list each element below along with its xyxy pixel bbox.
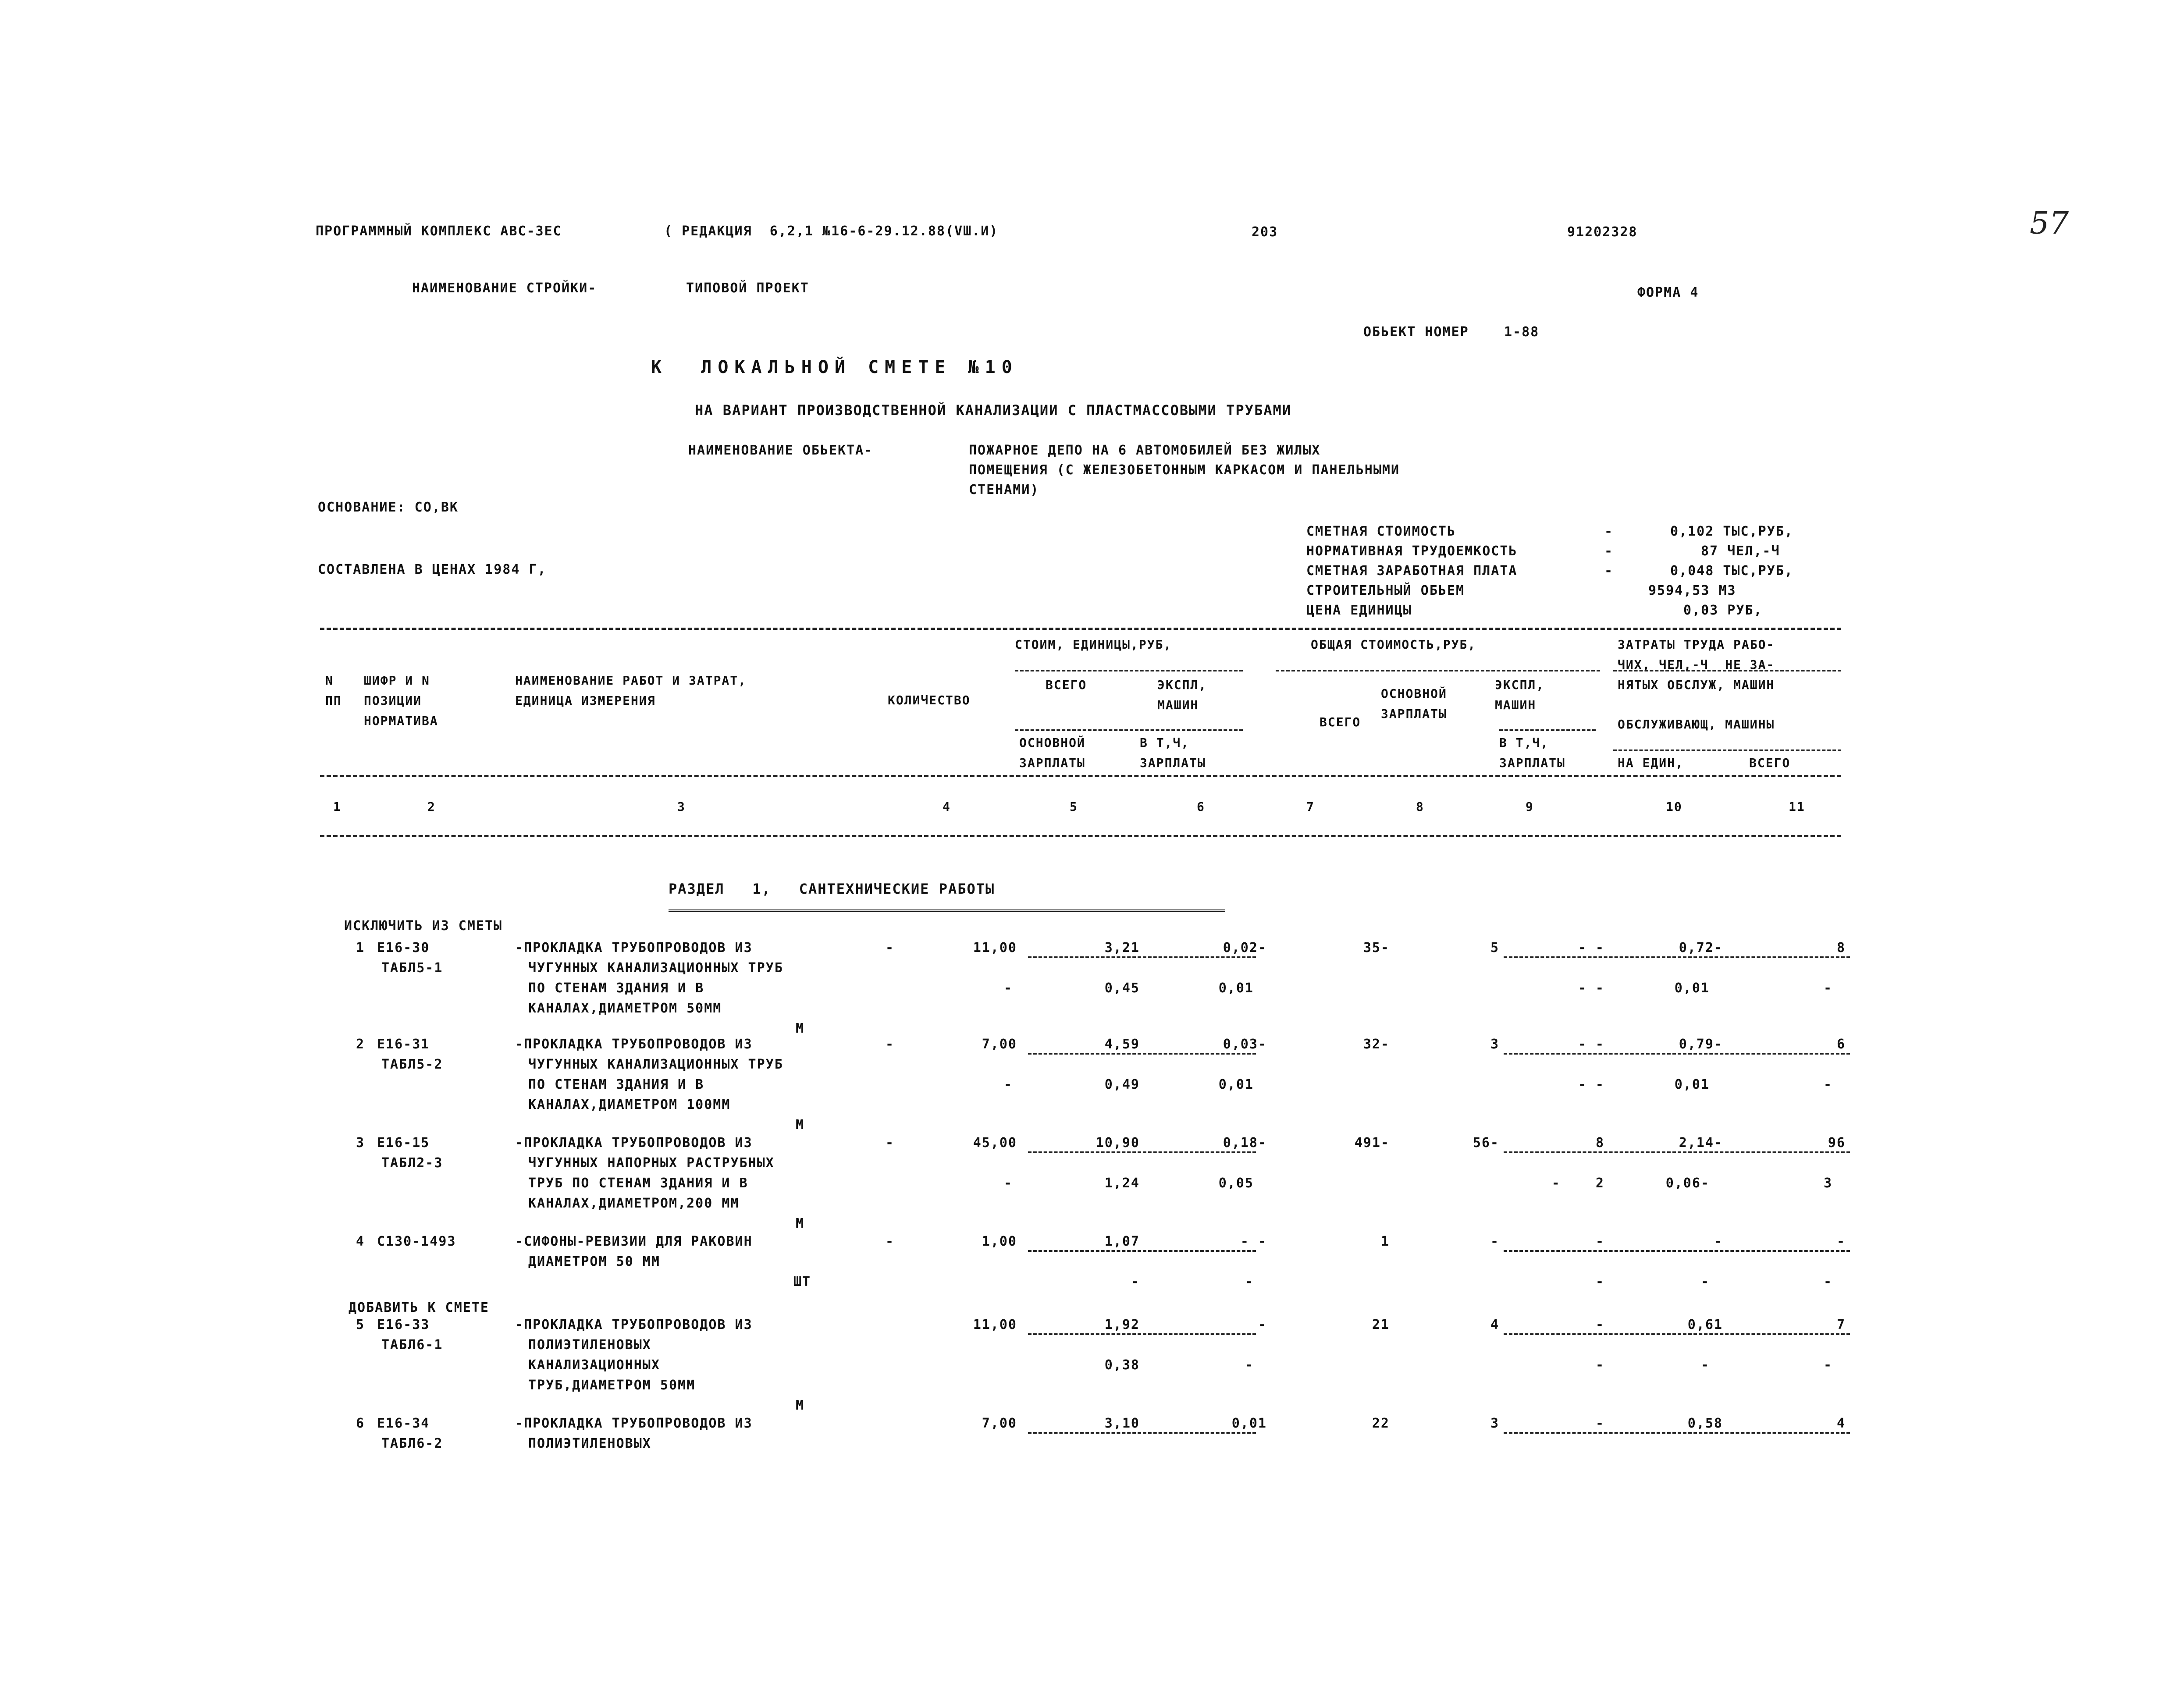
program-edition: ( РЕДАКЦИЯ 6,2,1 №16-6-29.12.88(VШ.И) — [664, 224, 999, 239]
object-line-2: ПОМЕЩЕНИЯ (С ЖЕЛЕЗОБЕТОННЫМ КАРКАСОМ И ПАНЕЛЬНЫМИ — [969, 462, 1400, 478]
row-quantity: 1,00 — [982, 1234, 1017, 1249]
row-unit-machine: 0,03- — [1223, 1037, 1267, 1052]
basis: ОСНОВАНИЕ: СО,ВК — [318, 500, 459, 515]
row-unit-total: 10,90 — [1096, 1135, 1140, 1151]
row-unit-machine: 0,01 — [1231, 1416, 1267, 1431]
row-unit-machine: - — [1258, 1317, 1267, 1332]
exclude-label: ИСКЛЮЧИТЬ ИЗ СМЕТЫ — [344, 918, 503, 934]
row-labor-total: 96 — [1828, 1135, 1846, 1151]
row-labor-unit-2: - — [1700, 1357, 1710, 1373]
col-6b-header: В Т,Ч, ЗАРПЛАТЫ — [1140, 735, 1206, 770]
row-labor-unit-2: 0,01 — [1674, 980, 1710, 996]
row-labor-total-2: 3 — [1823, 1176, 1832, 1191]
row-code: Е16-30 — [377, 940, 430, 956]
row-name-line: ЧУГУННЫХ КАНАЛИЗАЦИОННЫХ ТРУБ — [528, 960, 783, 976]
row-labor-total-2: - — [1823, 1357, 1832, 1373]
row-sum-wage: 56- — [1473, 1135, 1499, 1151]
object-number: ОБЬЕКТ НОМЕР 1-88 — [1363, 324, 1540, 340]
row-sum-machine-wage: - 2 — [1551, 1176, 1604, 1191]
row-dash: - — [1004, 980, 1013, 996]
row-code: Е16-34 — [377, 1416, 430, 1431]
program-name: ПРОГРАММНЫЙ КОМПЛЕКС АВС-3ЕС — [316, 224, 562, 239]
row-quantity: 7,00 — [982, 1037, 1017, 1052]
col-8-header: ОСНОВНОЙ ЗАРПЛАТЫ — [1381, 686, 1447, 721]
document-title: К ЛОКАЛЬНОЙ СМЕТЕ №10 — [651, 357, 1018, 377]
row-name-line: КАНАЛАХ,ДИАМЕТРОМ 50ММ — [528, 1001, 722, 1016]
col-3-header: НАИМЕНОВАНИЕ РАБОТ И ЗАТРАТ, ЕДИНИЦА ИЗМЕРЕНИЯ — [515, 673, 747, 708]
col-5b-header: ОСНОВНОЙ ЗАРПЛАТЫ — [1019, 735, 1085, 770]
row-unit-total: 1,92 — [1104, 1317, 1140, 1332]
row-unit: ШТ — [793, 1274, 811, 1289]
row-sum-machine: - - — [1578, 940, 1604, 956]
row-sum-machine-wage: - - — [1578, 980, 1604, 996]
row-sum-machine: - — [1595, 1416, 1604, 1431]
row-sum-machine: - — [1595, 1234, 1604, 1249]
row-dash: - — [886, 1037, 895, 1052]
handwritten-page-number: 57 — [2030, 205, 2069, 241]
col-11-header: ВСЕГО — [1749, 756, 1791, 770]
summary-value: 0,102 ТЫС,РУБ, — [1670, 524, 1793, 539]
col-7-header: ВСЕГО — [1320, 715, 1361, 729]
row-name-line: ПО СТЕНАМ ЗДАНИЯ И В — [528, 980, 704, 996]
row-table: ТАБЛ5-2 — [381, 1057, 443, 1072]
row-quantity: 11,00 — [973, 1317, 1017, 1332]
summary-value: 87 ЧЕЛ,-Ч — [1701, 543, 1780, 559]
row-number: 2 — [356, 1037, 365, 1052]
page-number: 203 — [1252, 224, 1278, 240]
row-table: ТАБЛ6-2 — [381, 1436, 443, 1451]
row-name-line: КАНАЛИЗАЦИОННЫХ — [528, 1357, 660, 1373]
row-number: 4 — [356, 1234, 365, 1249]
row-labor-unit: 0,58 — [1687, 1416, 1723, 1431]
cell-underline — [1504, 1053, 1850, 1055]
summary-value: 0,048 ТЫС,РУБ, — [1670, 563, 1793, 579]
row-labor-unit-2: 0,01 — [1674, 1077, 1710, 1092]
row-labor-total-2: - — [1823, 980, 1832, 996]
row-table: ТАБЛ6-1 — [381, 1337, 443, 1353]
row-dash: - — [886, 940, 895, 956]
row-labor-unit-2: 0,06- — [1665, 1176, 1710, 1191]
cell-underline — [1504, 1333, 1850, 1335]
col-9b-header: В Т,Ч, ЗАРПЛАТЫ — [1499, 735, 1565, 770]
cell-underline — [1504, 956, 1850, 958]
col-2-header: ШИФР И N ПОЗИЦИИ НОРМАТИВА — [364, 673, 438, 728]
row-labor-total-2: - — [1823, 1274, 1832, 1289]
col-number: 1 — [333, 799, 341, 814]
row-labor-unit: 0,61 — [1687, 1317, 1723, 1332]
row-name-line: -ПРОКЛАДКА ТРУБОПРОВОДОВ ИЗ — [515, 1135, 753, 1151]
row-name-line: -СИФОНЫ-РЕВИЗИИ ДЛЯ РАКОВИН — [515, 1234, 753, 1249]
row-name-line: КАНАЛАХ,ДИАМЕТРОМ 100ММ — [528, 1097, 731, 1112]
summary-label: СМЕТНАЯ СТОИМОСТЬ — [1306, 524, 1456, 539]
row-quantity: 11,00 — [973, 940, 1017, 956]
row-number: 6 — [356, 1416, 365, 1431]
col-number: 3 — [677, 799, 686, 814]
col-number: 10 — [1666, 799, 1682, 814]
row-unit-wage: 0,38 — [1104, 1357, 1140, 1373]
col-number: 4 — [943, 799, 951, 814]
construction-label: НАИМЕНОВАНИЕ СТРОЙКИ- — [412, 281, 597, 296]
row-name-line: ЧУГУННЫХ КАНАЛИЗАЦИОННЫХ ТРУБ — [528, 1057, 783, 1072]
row-labor-unit-2: - — [1700, 1274, 1710, 1289]
col-79-group-header: ОБЩАЯ СТОИМОСТЬ,РУБ, — [1311, 637, 1476, 652]
summary-dash: - — [1604, 524, 1614, 539]
summary-label: СТРОИТЕЛЬНЫЙ ОБЬЕМ — [1306, 583, 1465, 598]
cell-underline — [1504, 1432, 1850, 1434]
row-sum-wage: - — [1490, 1234, 1499, 1249]
row-code: Е16-15 — [377, 1135, 430, 1151]
prices-year: СОСТАВЛЕНА В ЦЕНАХ 1984 Г, — [318, 562, 547, 577]
row-sum-machine-wage: - — [1595, 1274, 1604, 1289]
col-6-header: ЭКСПЛ, МАШИН — [1157, 678, 1207, 712]
row-sum-wage: 4 — [1490, 1317, 1499, 1332]
col-number: 5 — [1070, 799, 1078, 814]
row-sum-machine: 8 — [1595, 1135, 1604, 1151]
row-labor-total: 6 — [1836, 1037, 1846, 1052]
col-5-header: ВСЕГО — [1046, 678, 1087, 692]
row-name-line: -ПРОКЛАДКА ТРУБОПРОВОДОВ ИЗ — [515, 1317, 753, 1332]
row-unit-machine-wage: - — [1245, 1357, 1254, 1373]
row-name-line: ТРУБ ПО СТЕНАМ ЗДАНИЯ И В — [528, 1176, 748, 1191]
row-unit: М — [796, 1398, 805, 1413]
document-code: 91202328 — [1567, 224, 1638, 240]
row-sum-machine: - - — [1578, 1037, 1604, 1052]
col-56-group-header: СТОИМ, ЕДИНИЦЫ,РУБ, — [1015, 637, 1172, 652]
row-unit: М — [796, 1216, 805, 1231]
object-line-3: СТЕНАМИ) — [969, 482, 1039, 497]
row-table: ТАБЛ2-3 — [381, 1155, 443, 1171]
row-labor-total: 7 — [1836, 1317, 1846, 1332]
row-name-line: ДИАМЕТРОМ 50 ММ — [528, 1254, 660, 1269]
row-sum-machine-wage: - - — [1578, 1077, 1604, 1092]
row-name-line: ЧУГУННЫХ НАПОРНЫХ РАСТРУБНЫХ — [528, 1155, 775, 1171]
row-sum-total: 491- — [1354, 1135, 1390, 1151]
cell-underline — [1504, 1250, 1850, 1252]
row-labor-total: 4 — [1836, 1416, 1846, 1431]
summary-label: НОРМАТИВНАЯ ТРУДОЕМКОСТЬ — [1306, 543, 1518, 559]
row-unit-total: 4,59 — [1104, 1037, 1140, 1052]
row-code: С130-1493 — [377, 1234, 456, 1249]
row-sum-wage: 5 — [1490, 940, 1499, 956]
row-unit-wage: 0,45 — [1104, 980, 1140, 996]
row-name-line: -ПРОКЛАДКА ТРУБОПРОВОДОВ ИЗ — [515, 940, 753, 956]
col-number: 9 — [1526, 799, 1534, 814]
row-name-line: ПОЛИЭТИЛЕНОВЫХ — [528, 1337, 651, 1353]
col-4-header: КОЛИЧЕСТВО — [888, 693, 971, 707]
form-label: ФОРМА 4 — [1637, 285, 1699, 300]
row-sum-total: 22 — [1372, 1416, 1390, 1431]
object-line-1: ПОЖАРНОЕ ДЕПО НА 6 АВТОМОБИЛЕЙ БЕЗ ЖИЛЫХ — [969, 443, 1321, 458]
col-number: 7 — [1306, 799, 1315, 814]
row-dash: - — [886, 1234, 895, 1249]
row-unit-machine: 0,02- — [1223, 940, 1267, 956]
summary-dash: - — [1604, 563, 1614, 579]
row-unit-machine-wage: - — [1245, 1274, 1254, 1289]
row-labor-unit: 0,79- — [1679, 1037, 1723, 1052]
row-dash: - — [1004, 1176, 1013, 1191]
row-dash: - — [1004, 1077, 1013, 1092]
row-sum-wage: 3 — [1490, 1037, 1499, 1052]
row-unit-total: 3,10 — [1104, 1416, 1140, 1431]
row-name-line: КАНАЛАХ,ДИАМЕТРОМ,200 ММ — [528, 1196, 740, 1211]
row-labor-total-2: - — [1823, 1077, 1832, 1092]
cell-underline — [1504, 1151, 1850, 1153]
col-1-header: N ПП — [325, 673, 342, 708]
row-number: 1 — [356, 940, 365, 956]
col-1011-group-header: ЗАТРАТЫ ТРУДА РАБО- ЧИХ, ЧЕЛ,-Ч НЕ ЗА- НЯТЫХ ОБСЛУЖ, МАШИН — [1618, 637, 1775, 692]
row-quantity: 7,00 — [982, 1416, 1017, 1431]
row-sum-total: 35- — [1363, 940, 1390, 956]
row-quantity: 45,00 — [973, 1135, 1017, 1151]
row-sum-wage: 3 — [1490, 1416, 1499, 1431]
row-unit-total: 3,21 — [1104, 940, 1140, 956]
col-number: 8 — [1416, 799, 1424, 814]
row-code: Е16-33 — [377, 1317, 430, 1332]
row-unit-machine: 0,18- — [1223, 1135, 1267, 1151]
row-labor-unit: - — [1714, 1234, 1723, 1249]
summary-dash: - — [1604, 543, 1614, 559]
row-name-line: ТРУБ,ДИАМЕТРОМ 50ММ — [528, 1378, 696, 1393]
summary-value: 9594,53 М3 — [1648, 583, 1736, 598]
section-title: РАЗДЕЛ 1, САНТЕХНИЧЕСКИЕ РАБОТЫ — [669, 881, 995, 897]
row-unit: М — [796, 1117, 805, 1133]
row-labor-unit: 0,72- — [1679, 940, 1723, 956]
row-unit-total: 1,07 — [1104, 1234, 1140, 1249]
row-labor-total: - — [1836, 1234, 1846, 1249]
row-sum-total: 21 — [1372, 1317, 1390, 1332]
row-unit-machine: - - — [1240, 1234, 1267, 1249]
col-1011-sub-header: ОБСЛУЖИВАЮЩ, МАШИНЫ — [1618, 717, 1775, 732]
row-code: Е16-31 — [377, 1037, 430, 1052]
row-number: 3 — [356, 1135, 365, 1151]
row-sum-total: 32- — [1363, 1037, 1390, 1052]
row-name-line: ПОЛИЭТИЛЕНОВЫХ — [528, 1436, 651, 1451]
col-number: 6 — [1197, 799, 1205, 814]
row-labor-unit: 2,14- — [1679, 1135, 1723, 1151]
object-label: НАИМЕНОВАНИЕ ОБЬЕКТА- — [688, 443, 873, 458]
summary-value: 0,03 РУБ, — [1683, 603, 1763, 618]
col-10-header: НА ЕДИН, — [1618, 756, 1684, 770]
cell-underline — [1028, 956, 1256, 958]
row-unit: М — [796, 1021, 805, 1036]
cell-underline — [1028, 1053, 1256, 1055]
row-sum-machine: - — [1595, 1317, 1604, 1332]
summary-label: ЦЕНА ЕДИНИЦЫ — [1306, 603, 1412, 618]
row-number: 5 — [356, 1317, 365, 1332]
cell-underline — [1028, 1151, 1256, 1153]
row-name-line: -ПРОКЛАДКА ТРУБОПРОВОДОВ ИЗ — [515, 1416, 753, 1431]
cell-underline — [1028, 1250, 1256, 1252]
cell-underline — [1028, 1333, 1256, 1335]
construction-value: ТИПОВОЙ ПРОЕКТ — [686, 281, 809, 296]
row-table: ТАБЛ5-1 — [381, 960, 443, 976]
cell-underline — [1028, 1432, 1256, 1434]
document-subtitle: НА ВАРИАНТ ПРОИЗВОДСТВЕННОЙ КАНАЛИЗАЦИИ С ПЛАСТМАССОВЫМИ ТРУБАМИ — [695, 402, 1291, 419]
row-unit-machine-wage: 0,01 — [1218, 980, 1254, 996]
row-unit-machine-wage: 0,01 — [1218, 1077, 1254, 1092]
row-unit-wage: - — [1131, 1274, 1140, 1289]
col-9-header: ЭКСПЛ, МАШИН — [1495, 678, 1545, 712]
row-unit-wage: 0,49 — [1104, 1077, 1140, 1092]
col-number: 2 — [427, 799, 436, 814]
row-name-line: -ПРОКЛАДКА ТРУБОПРОВОДОВ ИЗ — [515, 1037, 753, 1052]
col-number: 11 — [1789, 799, 1805, 814]
row-sum-total: 1 — [1380, 1234, 1390, 1249]
add-label: ДОБАВИТЬ К СМЕТЕ — [349, 1300, 489, 1315]
summary-label: СМЕТНАЯ ЗАРАБОТНАЯ ПЛАТА — [1306, 563, 1518, 579]
row-unit-machine-wage: 0,05 — [1218, 1176, 1254, 1191]
row-sum-machine-wage: - — [1595, 1357, 1604, 1373]
row-dash: - — [886, 1135, 895, 1151]
row-labor-total: 8 — [1836, 940, 1846, 956]
row-name-line: ПО СТЕНАМ ЗДАНИЯ И В — [528, 1077, 704, 1092]
row-unit-wage: 1,24 — [1104, 1176, 1140, 1191]
